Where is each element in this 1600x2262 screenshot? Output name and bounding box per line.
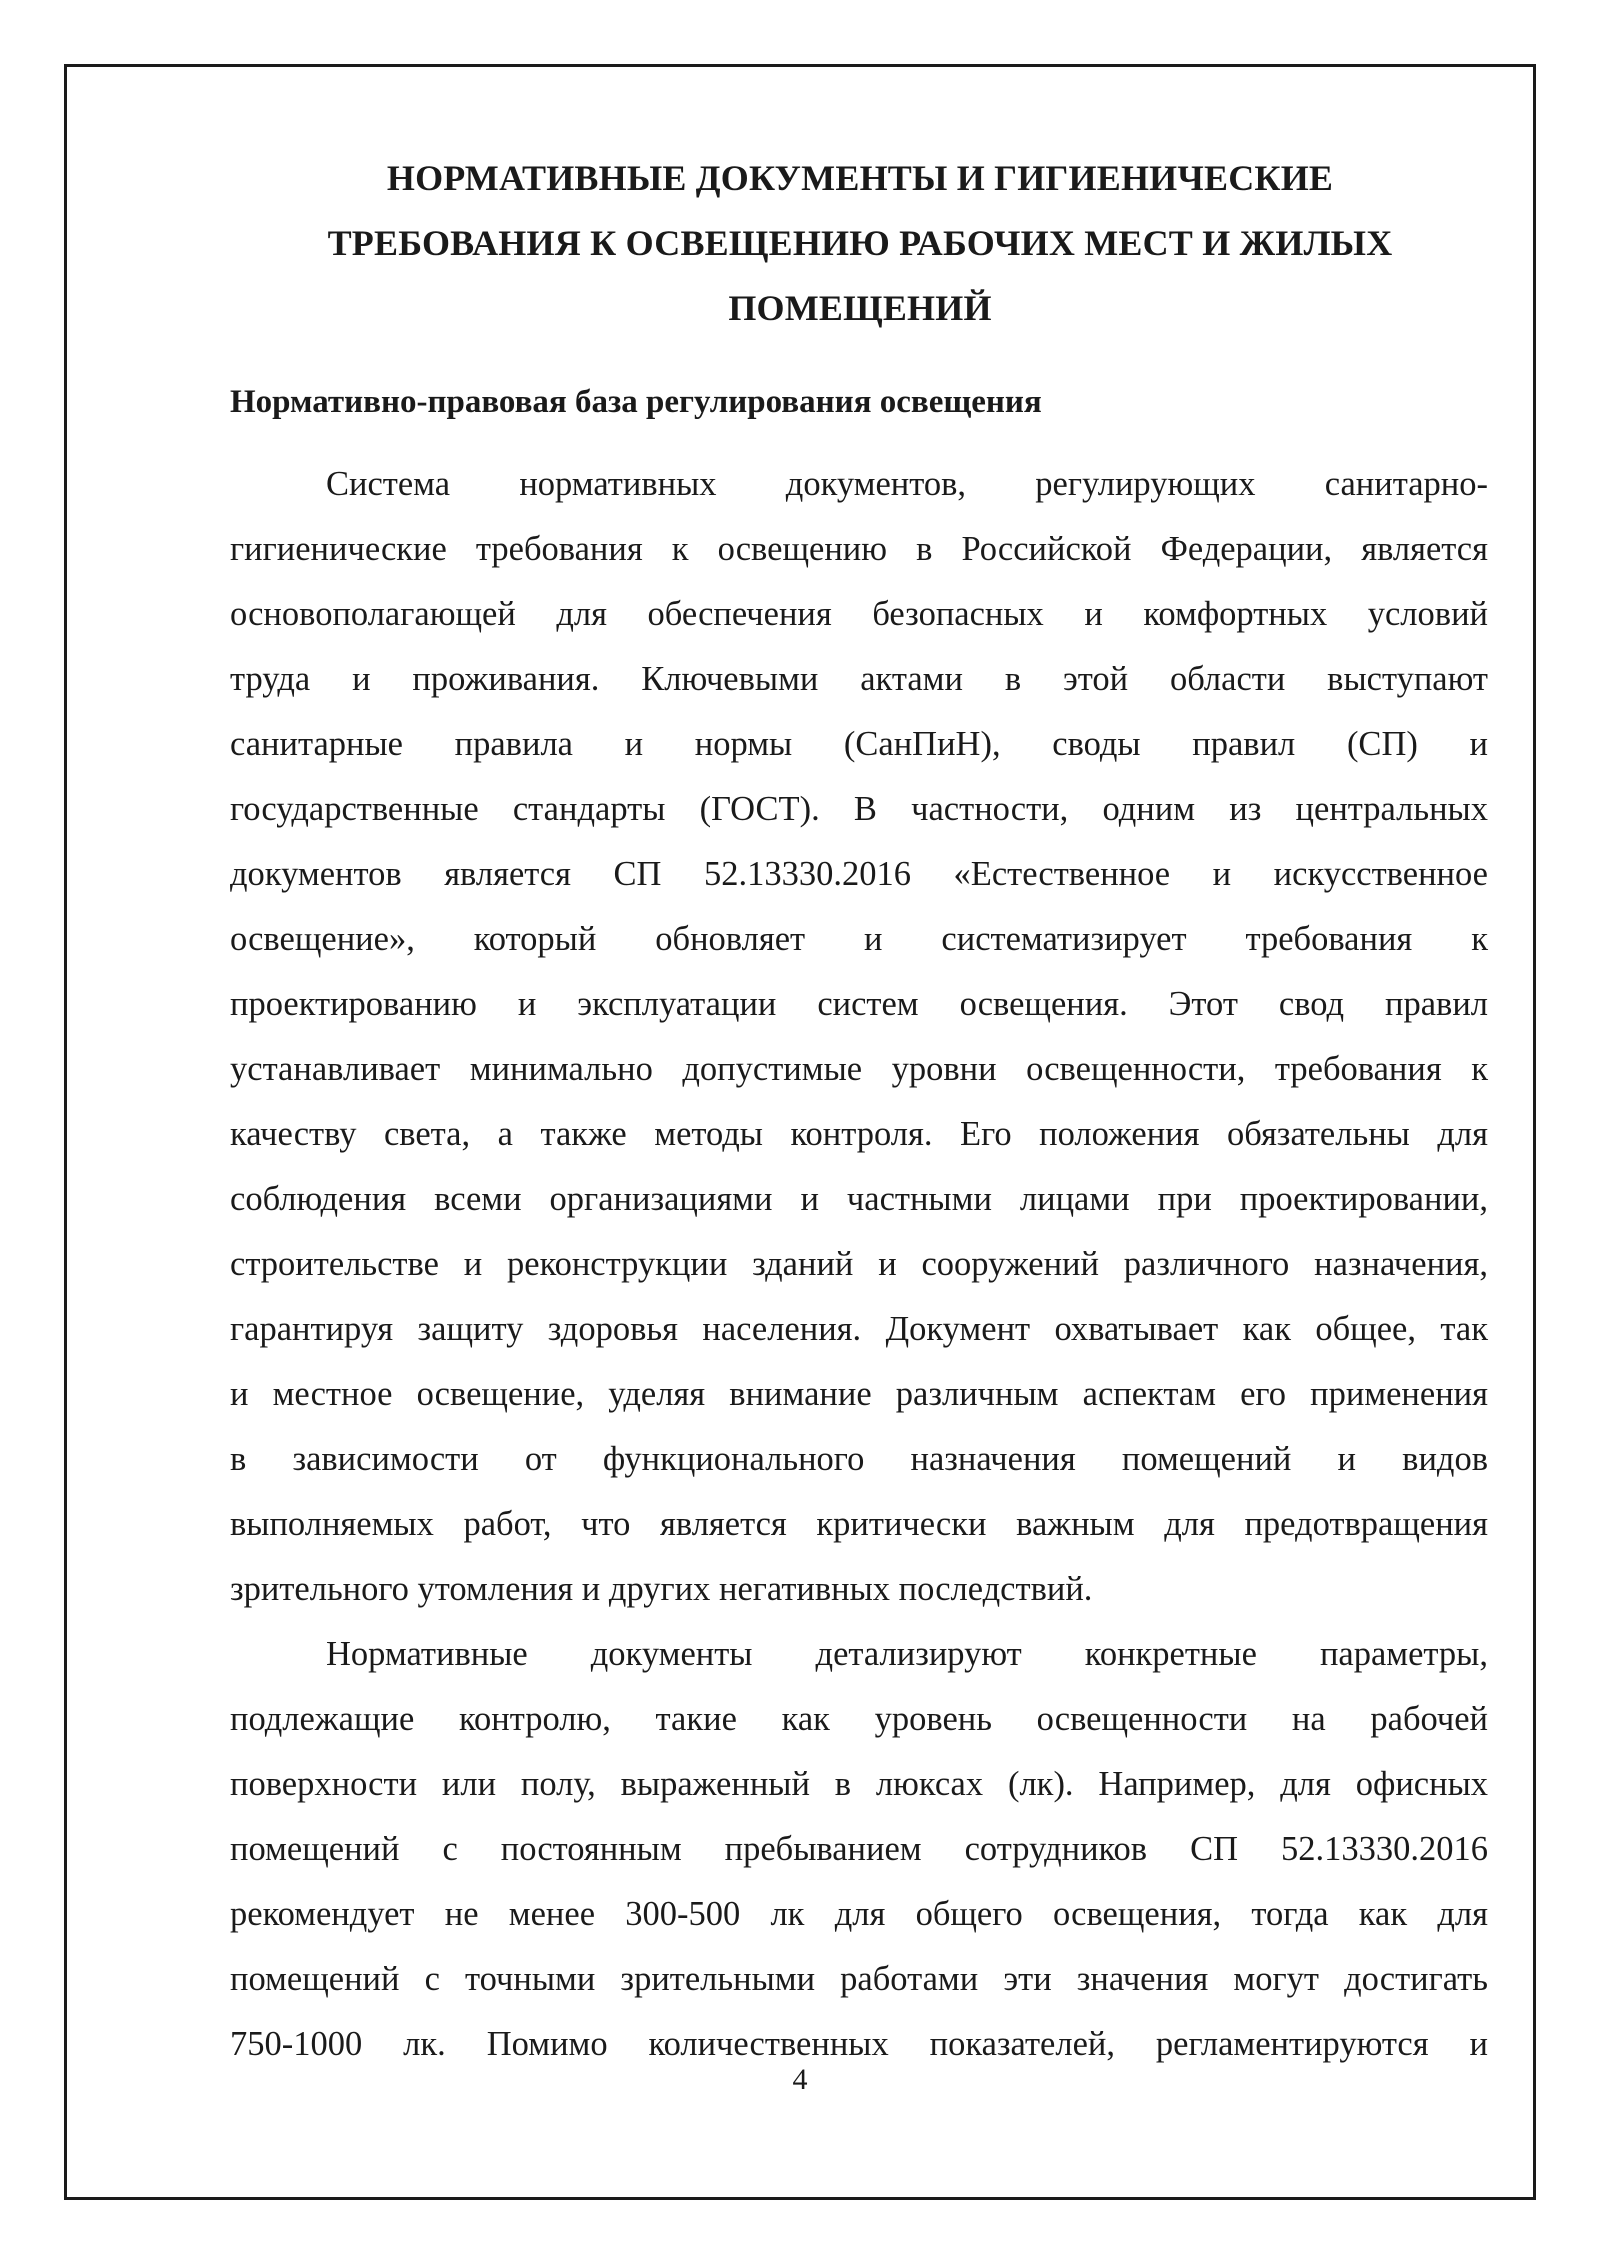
section-heading: Нормативно-правовая база регулирования освещения [230,384,1042,420]
text-line: документов является СП 52.13330.2016 «Естественное и искусственное [230,855,1488,893]
text-line: и местное освещение, уделяя внимание различным аспектам его применения [230,1375,1488,1413]
text-line: качеству света, а также методы контроля. Его положения обязательны для [230,1115,1488,1153]
text-line: рекомендует не менее 300-500 лк для общего освещения, тогда как для [230,1895,1488,1933]
text-line: устанавливает минимально допустимые уровни освещенности, требования к [230,1050,1488,1088]
text-line: труда и проживания. Ключевыми актами в этой области выступают [230,660,1488,698]
text-line: в зависимости от функционального назначения помещений и видов [230,1440,1488,1478]
text-line: освещение», который обновляет и систематизирует требования к [230,920,1488,958]
text-line: помещений с точными зрительными работами эти значения могут достигать [230,1960,1488,1998]
text-line: гигиенические требования к освещению в Российской Федерации, является [230,530,1488,568]
paragraph-1 [230,452,1488,1622]
text-line: санитарные правила и нормы (СанПиН), своды правил (СП) и [230,725,1488,763]
title-line-1: НОРМАТИВНЫЕ ДОКУМЕНТЫ И ГИГИЕНИЧЕСКИЕ [386,158,1334,198]
text-line: соблюдения всеми организациями и частными лицами при проектировании, [230,1180,1488,1218]
document-title [230,146,1490,341]
paragraph-2 [230,1622,1488,2077]
title-line-2: ТРЕБОВАНИЯ К ОСВЕЩЕНИЮ РАБОЧИХ МЕСТ И ЖИЛЫХ [327,223,1393,263]
text-line: Система нормативных документов, регулирующих санитарно- [326,465,1488,503]
text-line: гарантируя защиту здоровья населения. Документ охватывает как общее, так [230,1310,1488,1348]
text-line: основополагающей для обеспечения безопасных и комфортных условий [230,595,1488,633]
text-line: проектированию и эксплуатации систем освещения. Этот свод правил [230,985,1488,1023]
body-text [230,452,1488,2077]
text-line: выполняемых работ, что является критически важным для предотвращения [230,1505,1488,1543]
text-line: подлежащие контролю, такие как уровень освещенности на рабочей [230,1700,1488,1738]
page-number: 4 [792,2063,808,2096]
title-line-3: ПОМЕЩЕНИЙ [728,288,992,328]
text-line: поверхности или полу, выраженный в люксах (лк). Например, для офисных [230,1765,1488,1803]
text-line: строительстве и реконструкции зданий и сооружений различного назначения, [230,1245,1488,1283]
text-line: государственные стандарты (ГОСТ). В частности, одним из центральных [230,790,1488,828]
text-line: Нормативные документы детализируют конкретные параметры, [326,1635,1488,1673]
text-line: помещений с постоянным пребыванием сотрудников СП 52.13330.2016 [230,1830,1488,1868]
text-line: 750-1000 лк. Помимо количественных показателей, регламентируются и [230,2025,1488,2063]
text-line: зрительного утомления и других негативных последствий. [230,1570,1093,1608]
